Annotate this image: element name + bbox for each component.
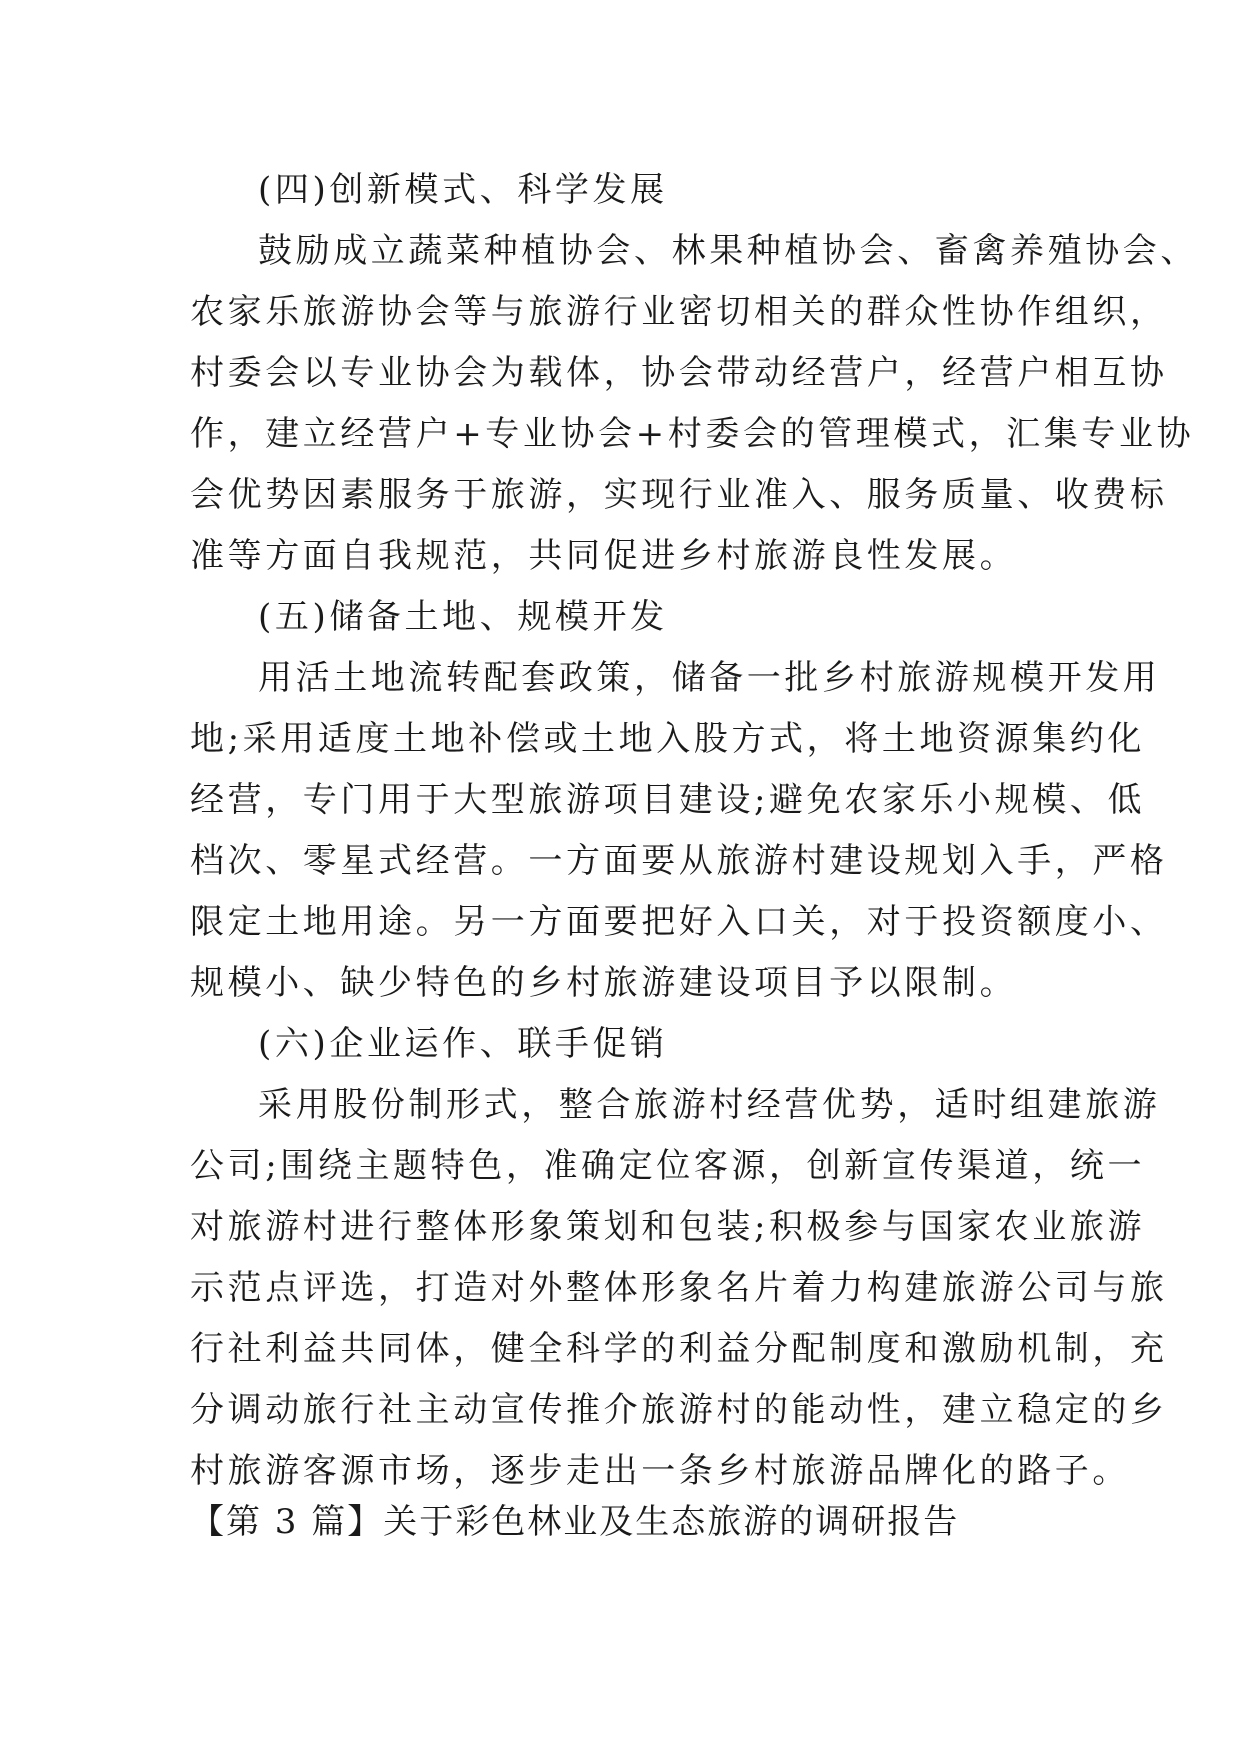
section-heading-4: (四)创新模式、科学发展 [258,170,668,210]
paragraph-line: 村旅游客源市场，逐步走出一条乡村旅游品牌化的路子。 [190,1451,1130,1491]
paragraph-line: 档次、零星式经营。一方面要从旅游村建设规划入手，严格 [190,841,1168,881]
paragraph-line: 作，建立经营户+专业协会+村委会的管理模式，汇集专业协 [190,414,1195,454]
paragraph-line: 用活土地流转配套政策，储备一批乡村旅游规模开发用 [258,658,1161,698]
paragraph-line: 农家乐旅游协会等与旅游行业密切相关的群众性协作组织， [190,292,1168,332]
next-article-title: 【第 3 篇】关于彩色林业及生态旅游的调研报告 [190,1502,960,1542]
paragraph-line: 分调动旅行社主动宣传推介旅游村的能动性，建立稳定的乡 [190,1390,1168,1430]
paragraph-line: 经营，专门用于大型旅游项目建设;避免农家乐小规模、低 [190,780,1146,820]
paragraph-line: 行社利益共同体，健全科学的利益分配制度和激励机制，充 [190,1329,1168,1369]
paragraph-line: 公司;围绕主题特色，准确定位客源，创新宣传渠道，统一 [190,1146,1146,1186]
paragraph-line: 示范点评选，打造对外整体形象名片着力构建旅游公司与旅 [190,1268,1168,1308]
paragraph-line: 采用股份制形式，整合旅游村经营优势，适时组建旅游 [258,1085,1161,1125]
paragraph-line: 鼓励成立蔬菜种植协会、林果种植协会、畜禽养殖协会、 [258,231,1198,271]
paragraph-line: 地;采用适度土地补偿或土地入股方式，将土地资源集约化 [190,719,1146,759]
paragraph-line: 准等方面自我规范，共同促进乡村旅游良性发展。 [190,536,1018,576]
section-heading-6: (六)企业运作、联手促销 [258,1024,668,1064]
section-heading-5: (五)储备土地、规模开发 [258,597,668,637]
document-body [190,160,1198,1502]
paragraph-line: 限定土地用途。另一方面要把好入口关，对于投资额度小、 [190,902,1168,942]
paragraph-line: 对旅游村进行整体形象策划和包装;积极参与国家农业旅游 [190,1207,1146,1247]
paragraph-line: 规模小、缺少特色的乡村旅游建设项目予以限制。 [190,963,1018,1003]
paragraph-line: 会优势因素服务于旅游，实现行业准入、服务质量、收费标 [190,475,1168,515]
paragraph-line: 村委会以专业协会为载体，协会带动经营户，经营户相互协 [190,353,1168,393]
